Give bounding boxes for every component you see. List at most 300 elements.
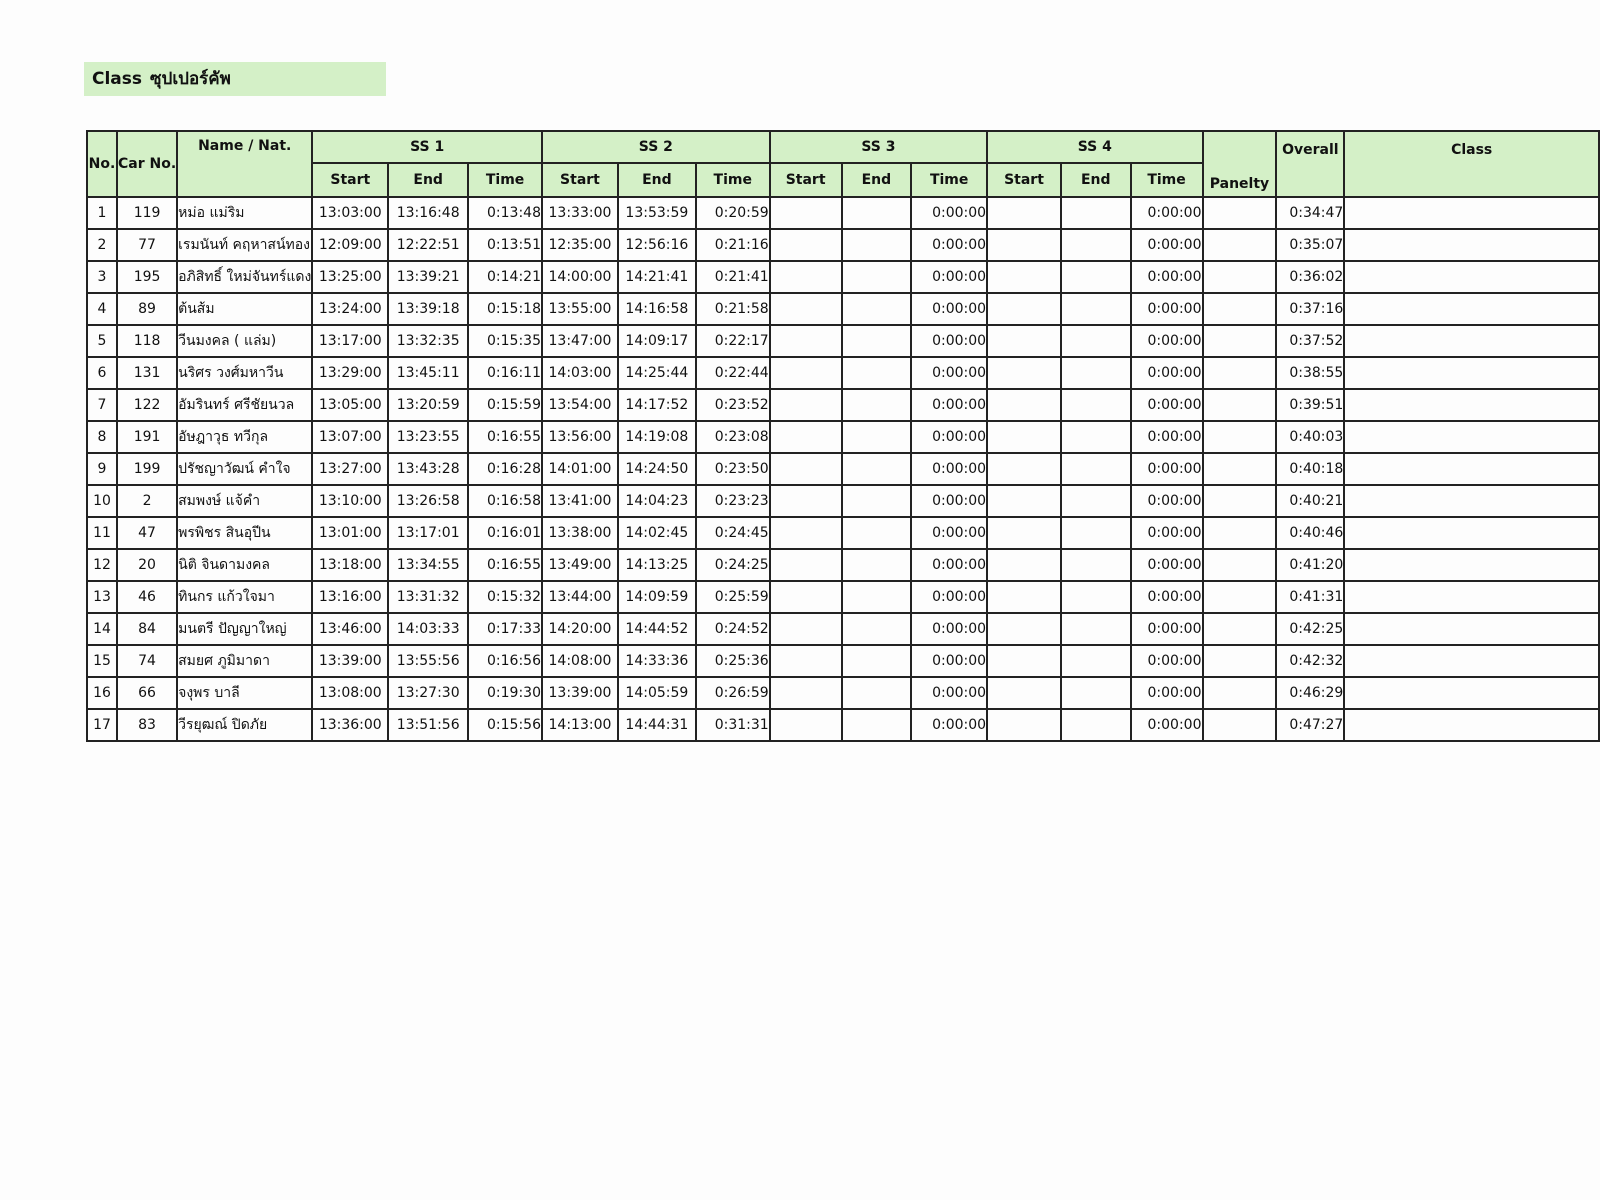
cell-car-no: 74 xyxy=(117,645,177,677)
cell-class xyxy=(1344,581,1599,613)
cell-no: 13 xyxy=(87,581,117,613)
cell-ss3-end xyxy=(842,261,912,293)
table-row xyxy=(87,389,1599,421)
cell-overall: 0:38:55 xyxy=(1276,357,1344,389)
table-row xyxy=(87,453,1599,485)
cell-ss4-end xyxy=(1061,325,1131,357)
cell-ss1-time: 0:16:56 xyxy=(468,645,542,677)
cell-car-no: 195 xyxy=(117,261,177,293)
cell-ss2-time: 0:23:52 xyxy=(696,389,770,421)
cell-ss2-end: 14:33:36 xyxy=(618,645,696,677)
cell-ss4-time: 0:00:00 xyxy=(1131,645,1203,677)
cell-name: นริศร วงศ์มหาวีน xyxy=(177,357,312,389)
cell-ss3-start xyxy=(770,197,842,229)
cell-ss2-time: 0:21:16 xyxy=(696,229,770,261)
ss4-time-header: Time xyxy=(1131,163,1203,197)
cell-overall: 0:47:27 xyxy=(1276,709,1344,741)
cell-overall: 0:35:07 xyxy=(1276,229,1344,261)
cell-ss3-start xyxy=(770,357,842,389)
header-row-top xyxy=(87,131,1599,163)
table-row xyxy=(87,485,1599,517)
cell-ss1-end: 13:39:21 xyxy=(388,261,468,293)
table-row xyxy=(87,325,1599,357)
cell-car-no: 122 xyxy=(117,389,177,421)
cell-ss1-start: 13:36:00 xyxy=(312,709,388,741)
cell-car-no: 119 xyxy=(117,197,177,229)
cell-ss3-end xyxy=(842,325,912,357)
col-name-header: Name / Nat. xyxy=(177,131,312,197)
cell-no: 8 xyxy=(87,421,117,453)
cell-ss4-end xyxy=(1061,549,1131,581)
cell-penalty xyxy=(1203,549,1277,581)
cell-penalty xyxy=(1203,709,1277,741)
cell-name: พรพิชร สินอุปีน xyxy=(177,517,312,549)
cell-ss4-end xyxy=(1061,421,1131,453)
cell-class xyxy=(1344,261,1599,293)
cell-ss4-start xyxy=(987,229,1061,261)
cell-no: 9 xyxy=(87,453,117,485)
cell-name: ต้นส้ม xyxy=(177,293,312,325)
cell-ss4-start xyxy=(987,421,1061,453)
cell-overall: 0:40:21 xyxy=(1276,485,1344,517)
cell-class xyxy=(1344,229,1599,261)
cell-ss3-end xyxy=(842,613,912,645)
cell-ss2-end: 14:19:08 xyxy=(618,421,696,453)
cell-car-no: 66 xyxy=(117,677,177,709)
cell-ss4-start xyxy=(987,549,1061,581)
cell-ss3-end xyxy=(842,581,912,613)
cell-class xyxy=(1344,357,1599,389)
table-row xyxy=(87,357,1599,389)
cell-penalty xyxy=(1203,645,1277,677)
cell-ss3-time: 0:00:00 xyxy=(911,357,987,389)
cell-overall: 0:46:29 xyxy=(1276,677,1344,709)
cell-ss1-start: 13:01:00 xyxy=(312,517,388,549)
cell-ss2-start: 13:47:00 xyxy=(542,325,618,357)
cell-class xyxy=(1344,485,1599,517)
cell-ss1-end: 13:27:30 xyxy=(388,677,468,709)
cell-ss4-end xyxy=(1061,197,1131,229)
cell-name: สมยศ ภูมิมาดา xyxy=(177,645,312,677)
cell-car-no: 89 xyxy=(117,293,177,325)
cell-ss4-start xyxy=(987,261,1061,293)
cell-ss2-time: 0:20:59 xyxy=(696,197,770,229)
cell-class xyxy=(1344,325,1599,357)
cell-ss1-end: 13:39:18 xyxy=(388,293,468,325)
cell-ss1-end: 13:26:58 xyxy=(388,485,468,517)
cell-ss4-time: 0:00:00 xyxy=(1131,421,1203,453)
cell-name: วีนมงคล ( แล่ม) xyxy=(177,325,312,357)
ss1-time-header: Time xyxy=(468,163,542,197)
cell-ss2-time: 0:22:44 xyxy=(696,357,770,389)
cell-ss2-start: 14:08:00 xyxy=(542,645,618,677)
cell-ss4-end xyxy=(1061,517,1131,549)
cell-ss4-time: 0:00:00 xyxy=(1131,709,1203,741)
cell-ss1-time: 0:17:33 xyxy=(468,613,542,645)
cell-ss3-end xyxy=(842,453,912,485)
cell-no: 17 xyxy=(87,709,117,741)
ss2-end-header: End xyxy=(618,163,696,197)
cell-no: 5 xyxy=(87,325,117,357)
cell-class xyxy=(1344,709,1599,741)
ss1-start-header: Start xyxy=(312,163,388,197)
cell-ss2-start: 14:00:00 xyxy=(542,261,618,293)
cell-ss1-start: 13:29:00 xyxy=(312,357,388,389)
cell-overall: 0:37:16 xyxy=(1276,293,1344,325)
cell-ss4-time: 0:00:00 xyxy=(1131,677,1203,709)
cell-penalty xyxy=(1203,485,1277,517)
cell-ss2-start: 14:13:00 xyxy=(542,709,618,741)
cell-ss2-end: 14:44:52 xyxy=(618,613,696,645)
cell-ss1-end: 14:03:33 xyxy=(388,613,468,645)
cell-penalty xyxy=(1203,453,1277,485)
cell-ss3-time: 0:00:00 xyxy=(911,677,987,709)
ss4-start-header: Start xyxy=(987,163,1061,197)
cell-ss1-time: 0:16:28 xyxy=(468,453,542,485)
cell-ss1-end: 13:45:11 xyxy=(388,357,468,389)
cell-class xyxy=(1344,645,1599,677)
cell-ss3-time: 0:00:00 xyxy=(911,389,987,421)
cell-no: 14 xyxy=(87,613,117,645)
cell-ss3-start xyxy=(770,261,842,293)
cell-ss1-start: 13:08:00 xyxy=(312,677,388,709)
cell-ss4-start xyxy=(987,325,1061,357)
cell-car-no: 46 xyxy=(117,581,177,613)
cell-class xyxy=(1344,197,1599,229)
table-row xyxy=(87,421,1599,453)
cell-ss3-start xyxy=(770,389,842,421)
cell-ss4-time: 0:00:00 xyxy=(1131,453,1203,485)
cell-car-no: 191 xyxy=(117,421,177,453)
cell-ss2-start: 13:54:00 xyxy=(542,389,618,421)
cell-class xyxy=(1344,517,1599,549)
cell-ss4-time: 0:00:00 xyxy=(1131,325,1203,357)
cell-no: 1 xyxy=(87,197,117,229)
cell-ss2-time: 0:23:50 xyxy=(696,453,770,485)
cell-ss1-end: 13:32:35 xyxy=(388,325,468,357)
cell-ss1-time: 0:14:21 xyxy=(468,261,542,293)
cell-no: 16 xyxy=(87,677,117,709)
cell-name: อัมรินทร์ ศรีชัยนวล xyxy=(177,389,312,421)
cell-ss4-end xyxy=(1061,581,1131,613)
cell-name: นิติ จินดามงคล xyxy=(177,549,312,581)
cell-name: หม่อ แม่ริม xyxy=(177,197,312,229)
cell-overall: 0:41:31 xyxy=(1276,581,1344,613)
cell-ss4-end xyxy=(1061,229,1131,261)
cell-penalty xyxy=(1203,357,1277,389)
cell-ss1-start: 13:07:00 xyxy=(312,421,388,453)
cell-ss3-end xyxy=(842,357,912,389)
cell-no: 15 xyxy=(87,645,117,677)
cell-ss1-time: 0:19:30 xyxy=(468,677,542,709)
cell-ss3-start xyxy=(770,581,842,613)
cell-ss2-end: 14:02:45 xyxy=(618,517,696,549)
cell-car-no: 199 xyxy=(117,453,177,485)
class-name: ซุปเปอร์คัพ xyxy=(150,69,231,89)
cell-ss1-time: 0:16:58 xyxy=(468,485,542,517)
cell-ss1-end: 13:43:28 xyxy=(388,453,468,485)
cell-ss4-start xyxy=(987,197,1061,229)
cell-ss4-end xyxy=(1061,645,1131,677)
cell-ss2-time: 0:31:31 xyxy=(696,709,770,741)
cell-ss4-time: 0:00:00 xyxy=(1131,197,1203,229)
col-penalty-header: Panelty xyxy=(1203,131,1277,197)
cell-class xyxy=(1344,453,1599,485)
cell-class xyxy=(1344,677,1599,709)
cell-ss2-end: 14:05:59 xyxy=(618,677,696,709)
cell-penalty xyxy=(1203,517,1277,549)
cell-car-no: 77 xyxy=(117,229,177,261)
cell-ss3-time: 0:00:00 xyxy=(911,229,987,261)
cell-car-no: 83 xyxy=(117,709,177,741)
cell-penalty xyxy=(1203,229,1277,261)
cell-ss2-time: 0:24:25 xyxy=(696,549,770,581)
cell-ss2-end: 14:25:44 xyxy=(618,357,696,389)
cell-ss3-start xyxy=(770,517,842,549)
cell-overall: 0:37:52 xyxy=(1276,325,1344,357)
cell-ss4-end xyxy=(1061,293,1131,325)
results-body xyxy=(87,197,1599,741)
cell-no: 11 xyxy=(87,517,117,549)
cell-ss1-end: 13:34:55 xyxy=(388,549,468,581)
cell-ss3-time: 0:00:00 xyxy=(911,453,987,485)
cell-ss3-end xyxy=(842,645,912,677)
cell-ss3-time: 0:00:00 xyxy=(911,421,987,453)
ss2-header: SS 2 xyxy=(542,131,770,163)
cell-class xyxy=(1344,389,1599,421)
cell-name: จงุพร บาลี xyxy=(177,677,312,709)
ss2-start-header: Start xyxy=(542,163,618,197)
cell-ss4-start xyxy=(987,389,1061,421)
cell-name: มนตรี ปัญญาใหญ่ xyxy=(177,613,312,645)
cell-ss2-end: 14:09:17 xyxy=(618,325,696,357)
cell-ss3-start xyxy=(770,549,842,581)
cell-overall: 0:40:46 xyxy=(1276,517,1344,549)
cell-car-no: 118 xyxy=(117,325,177,357)
ss3-header: SS 3 xyxy=(770,131,987,163)
cell-ss1-start: 12:09:00 xyxy=(312,229,388,261)
cell-penalty xyxy=(1203,581,1277,613)
ss1-header: SS 1 xyxy=(312,131,542,163)
cell-ss1-time: 0:16:55 xyxy=(468,549,542,581)
cell-ss2-time: 0:21:58 xyxy=(696,293,770,325)
cell-ss1-end: 13:55:56 xyxy=(388,645,468,677)
cell-car-no: 84 xyxy=(117,613,177,645)
cell-ss3-time: 0:00:00 xyxy=(911,709,987,741)
cell-ss2-start: 14:01:00 xyxy=(542,453,618,485)
cell-ss3-start xyxy=(770,293,842,325)
cell-ss4-start xyxy=(987,357,1061,389)
cell-ss4-time: 0:00:00 xyxy=(1131,293,1203,325)
cell-ss1-start: 13:16:00 xyxy=(312,581,388,613)
cell-ss3-start xyxy=(770,613,842,645)
col-no-header: No. xyxy=(87,131,117,197)
cell-overall: 0:41:20 xyxy=(1276,549,1344,581)
cell-ss1-time: 0:13:51 xyxy=(468,229,542,261)
cell-ss2-start: 13:41:00 xyxy=(542,485,618,517)
cell-ss2-end: 13:53:59 xyxy=(618,197,696,229)
cell-ss2-end: 14:17:52 xyxy=(618,389,696,421)
cell-ss1-start: 13:27:00 xyxy=(312,453,388,485)
cell-ss4-end xyxy=(1061,453,1131,485)
table-row xyxy=(87,229,1599,261)
cell-penalty xyxy=(1203,325,1277,357)
cell-ss3-end xyxy=(842,677,912,709)
table-row xyxy=(87,549,1599,581)
cell-ss3-start xyxy=(770,325,842,357)
table-row xyxy=(87,293,1599,325)
cell-ss4-start xyxy=(987,453,1061,485)
cell-ss1-start: 13:03:00 xyxy=(312,197,388,229)
ss3-start-header: Start xyxy=(770,163,842,197)
cell-ss1-time: 0:15:18 xyxy=(468,293,542,325)
cell-penalty xyxy=(1203,389,1277,421)
cell-name: อภิสิทธิ์ ใหม่จันทร์แดง xyxy=(177,261,312,293)
cell-ss1-start: 13:18:00 xyxy=(312,549,388,581)
cell-overall: 0:39:51 xyxy=(1276,389,1344,421)
cell-ss4-time: 0:00:00 xyxy=(1131,261,1203,293)
cell-ss2-end: 14:09:59 xyxy=(618,581,696,613)
cell-overall: 0:42:25 xyxy=(1276,613,1344,645)
cell-no: 10 xyxy=(87,485,117,517)
cell-ss4-time: 0:00:00 xyxy=(1131,357,1203,389)
cell-ss3-time: 0:00:00 xyxy=(911,197,987,229)
cell-ss2-start: 13:38:00 xyxy=(542,517,618,549)
cell-ss2-start: 12:35:00 xyxy=(542,229,618,261)
cell-ss2-start: 13:33:00 xyxy=(542,197,618,229)
cell-class xyxy=(1344,549,1599,581)
cell-ss2-time: 0:21:41 xyxy=(696,261,770,293)
cell-ss2-time: 0:25:59 xyxy=(696,581,770,613)
cell-ss2-end: 14:16:58 xyxy=(618,293,696,325)
cell-ss3-end xyxy=(842,709,912,741)
cell-ss4-start xyxy=(987,517,1061,549)
cell-ss2-time: 0:22:17 xyxy=(696,325,770,357)
cell-ss1-end: 13:51:56 xyxy=(388,709,468,741)
col-class-header: Class xyxy=(1344,131,1599,197)
cell-ss3-end xyxy=(842,229,912,261)
cell-ss2-start: 13:55:00 xyxy=(542,293,618,325)
cell-ss4-start xyxy=(987,709,1061,741)
cell-ss3-start xyxy=(770,453,842,485)
cell-ss4-end xyxy=(1061,389,1131,421)
cell-ss2-end: 14:44:31 xyxy=(618,709,696,741)
cell-ss4-time: 0:00:00 xyxy=(1131,485,1203,517)
cell-ss3-end xyxy=(842,485,912,517)
cell-no: 3 xyxy=(87,261,117,293)
cell-penalty xyxy=(1203,613,1277,645)
cell-ss1-time: 0:16:01 xyxy=(468,517,542,549)
cell-ss1-end: 13:16:48 xyxy=(388,197,468,229)
cell-overall: 0:42:32 xyxy=(1276,645,1344,677)
cell-ss3-time: 0:00:00 xyxy=(911,293,987,325)
ss4-end-header: End xyxy=(1061,163,1131,197)
cell-ss4-end xyxy=(1061,357,1131,389)
cell-ss2-end: 14:04:23 xyxy=(618,485,696,517)
cell-ss3-start xyxy=(770,421,842,453)
cell-ss3-time: 0:00:00 xyxy=(911,261,987,293)
cell-penalty xyxy=(1203,293,1277,325)
cell-ss2-time: 0:23:08 xyxy=(696,421,770,453)
cell-ss4-end xyxy=(1061,677,1131,709)
cell-ss2-end: 12:56:16 xyxy=(618,229,696,261)
cell-ss4-start xyxy=(987,677,1061,709)
cell-no: 6 xyxy=(87,357,117,389)
cell-ss4-end xyxy=(1061,261,1131,293)
cell-ss1-end: 13:17:01 xyxy=(388,517,468,549)
cell-ss1-start: 13:25:00 xyxy=(312,261,388,293)
table-row xyxy=(87,517,1599,549)
cell-ss3-end xyxy=(842,389,912,421)
cell-ss2-time: 0:24:45 xyxy=(696,517,770,549)
cell-ss4-start xyxy=(987,645,1061,677)
cell-ss4-end xyxy=(1061,485,1131,517)
cell-ss4-time: 0:00:00 xyxy=(1131,581,1203,613)
cell-overall: 0:40:03 xyxy=(1276,421,1344,453)
cell-ss1-time: 0:16:11 xyxy=(468,357,542,389)
col-car-header: Car No. xyxy=(117,131,177,197)
cell-overall: 0:40:18 xyxy=(1276,453,1344,485)
cell-class xyxy=(1344,293,1599,325)
cell-ss1-start: 13:05:00 xyxy=(312,389,388,421)
table-row xyxy=(87,645,1599,677)
cell-penalty xyxy=(1203,677,1277,709)
ss3-time-header: Time xyxy=(911,163,987,197)
cell-class xyxy=(1344,613,1599,645)
table-row xyxy=(87,677,1599,709)
cell-ss3-time: 0:00:00 xyxy=(911,645,987,677)
cell-ss1-time: 0:15:32 xyxy=(468,581,542,613)
class-label: Class xyxy=(92,69,143,89)
ss3-end-header: End xyxy=(842,163,912,197)
cell-car-no: 131 xyxy=(117,357,177,389)
cell-ss1-start: 13:10:00 xyxy=(312,485,388,517)
cell-name: อัษฎาวุธ ทวีกุล xyxy=(177,421,312,453)
ss4-header: SS 4 xyxy=(987,131,1202,163)
cell-ss1-start: 13:46:00 xyxy=(312,613,388,645)
cell-ss2-start: 14:20:00 xyxy=(542,613,618,645)
cell-ss2-end: 14:21:41 xyxy=(618,261,696,293)
cell-ss4-time: 0:00:00 xyxy=(1131,517,1203,549)
cell-ss3-time: 0:00:00 xyxy=(911,613,987,645)
cell-ss3-start xyxy=(770,485,842,517)
cell-ss4-time: 0:00:00 xyxy=(1131,389,1203,421)
cell-name: สมพงษ์ แจ้คำ xyxy=(177,485,312,517)
cell-ss4-time: 0:00:00 xyxy=(1131,549,1203,581)
cell-ss2-start: 13:39:00 xyxy=(542,677,618,709)
cell-no: 12 xyxy=(87,549,117,581)
cell-ss4-time: 0:00:00 xyxy=(1131,229,1203,261)
cell-ss3-start xyxy=(770,709,842,741)
cell-no: 2 xyxy=(87,229,117,261)
cell-ss2-start: 13:56:00 xyxy=(542,421,618,453)
cell-ss1-end: 13:31:32 xyxy=(388,581,468,613)
cell-ss4-end xyxy=(1061,613,1131,645)
cell-ss3-end xyxy=(842,517,912,549)
ss1-end-header: End xyxy=(388,163,468,197)
cell-car-no: 47 xyxy=(117,517,177,549)
cell-overall: 0:36:02 xyxy=(1276,261,1344,293)
cell-ss3-start xyxy=(770,645,842,677)
cell-ss2-time: 0:26:59 xyxy=(696,677,770,709)
cell-ss3-start xyxy=(770,229,842,261)
cell-ss1-time: 0:15:56 xyxy=(468,709,542,741)
cell-ss1-time: 0:16:55 xyxy=(468,421,542,453)
cell-car-no: 20 xyxy=(117,549,177,581)
cell-car-no: 2 xyxy=(117,485,177,517)
cell-no: 4 xyxy=(87,293,117,325)
cell-ss2-end: 14:13:25 xyxy=(618,549,696,581)
